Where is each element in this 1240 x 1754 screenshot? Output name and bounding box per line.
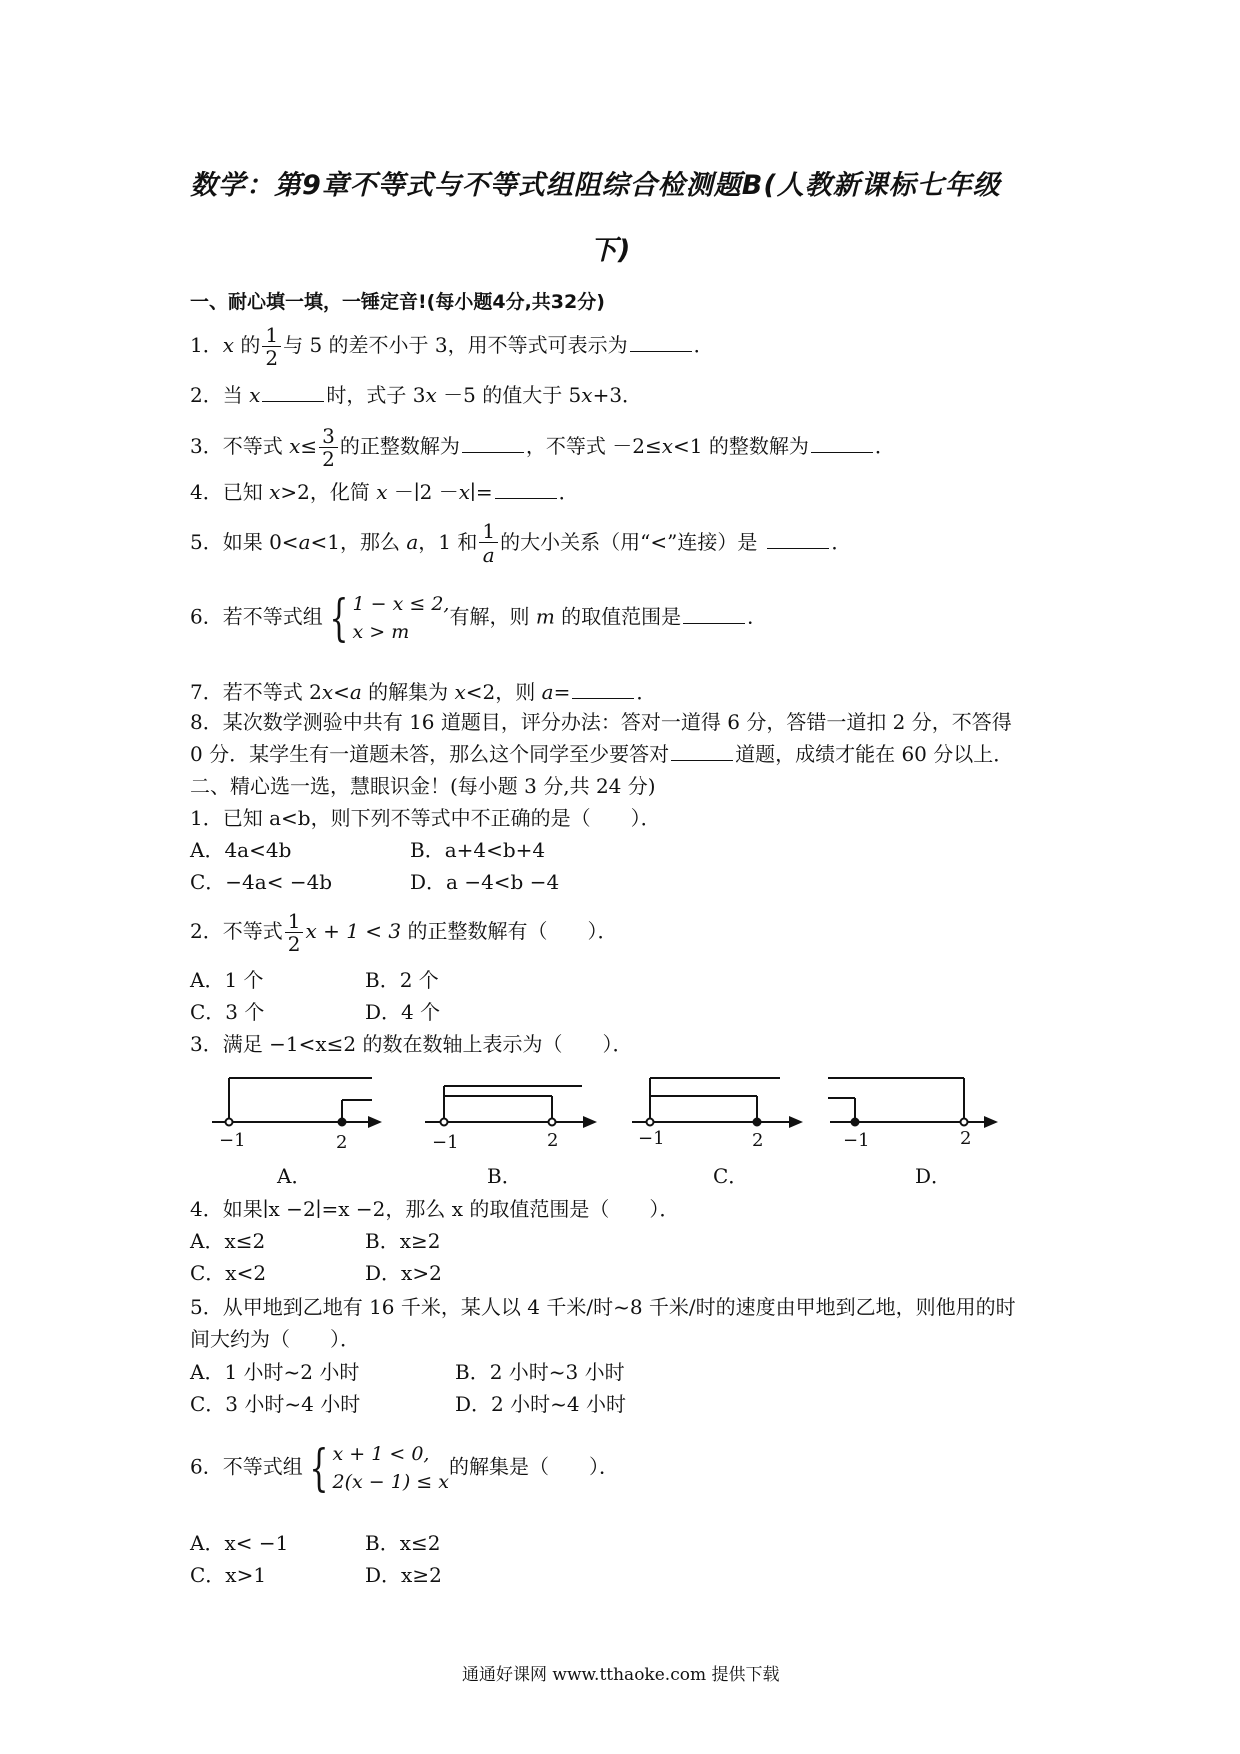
fraction-one-half: $\frac{1}{2}$	[262, 324, 281, 369]
question-2-1-stem: 1．已知 a<b，则下列不等式中不正确的是（ ）．	[190, 806, 661, 830]
option-2-2-c[interactable]: C．3 个	[190, 1000, 265, 1024]
page-title-line1: 数学：第9章不等式与不等式组阻综合检测题B(人教新课标七年级	[190, 170, 1001, 201]
number-line-c	[632, 1078, 803, 1128]
tick-label-b-left: −1	[432, 1132, 459, 1153]
option-2-5-c[interactable]: C．3 小时~4 小时	[190, 1392, 361, 1416]
question-2-2-stem: 2．不等式 $\frac{1}{2}$ x + 1 < 3 的正整数解有（ ）．	[190, 909, 618, 956]
option-2-5-a[interactable]: A．1 小时~2 小时	[190, 1360, 360, 1384]
fraction-one-half: $\frac{1}{2}$	[285, 910, 304, 955]
option-2-1-a[interactable]: A．4a<4b	[190, 838, 292, 862]
question-1-1: 1．x 的 $\frac{1}{2}$ 与 5 的差不小于 3，用不等式可表示为 ．	[190, 323, 714, 370]
option-2-4-b[interactable]: B．x≥2	[365, 1229, 441, 1253]
brace-symbol: {	[309, 1439, 329, 1497]
answer-blank	[572, 680, 634, 699]
question-1-5: 5．如果 0<a<1，那么 a，1 和 $\frac{1}{a}$ 的大小关系（用“<”连接）是 ．	[190, 519, 852, 567]
answer-blank	[767, 530, 829, 549]
answer-blank	[811, 434, 873, 453]
option-2-3-d[interactable]: D．	[915, 1164, 952, 1188]
option-2-1-b[interactable]: B．a+4<b+4	[410, 838, 546, 862]
tick-label-d-left: −1	[843, 1130, 870, 1151]
footer-source: 通通好课网 www.tthaoke.com 提供下载	[462, 1665, 780, 1685]
question-2-4-stem: 4．如果∣x −2∣=x −2，那么 x 的取值范围是（ ）．	[190, 1197, 680, 1221]
answer-blank	[671, 742, 733, 761]
inequality-system: 1 − x ≤ 2, x > m	[352, 593, 450, 643]
option-2-6-c[interactable]: C．x>1	[190, 1563, 267, 1587]
question-1-4: 4．已知 x>2，化简 x －∣2 －x∣= ．	[190, 480, 579, 504]
tick-label-d-right: 2	[960, 1128, 972, 1149]
question-1-2: 2．当 x 时，式子 3x －5 的值大于 5x+3．	[190, 383, 643, 407]
brace-symbol: {	[329, 589, 349, 647]
option-2-3-c[interactable]: C．	[713, 1164, 749, 1188]
option-2-6-b[interactable]: B．x≤2	[365, 1531, 441, 1555]
option-2-6-d[interactable]: D．x≥2	[365, 1563, 442, 1587]
option-2-5-b[interactable]: B．2 小时~3 小时	[455, 1360, 625, 1384]
tick-label-c-right: 2	[752, 1130, 764, 1151]
option-2-2-d[interactable]: D．4 个	[365, 1000, 441, 1024]
number-line-d	[828, 1078, 998, 1128]
question-1-7: 7．若不等式 2x<a 的解集为 x<2，则 a= ．	[190, 680, 657, 704]
inequality-system: x + 1 < 0, 2(x − 1) ≤ x	[332, 1443, 449, 1493]
option-2-2-b[interactable]: B．2 个	[365, 968, 439, 992]
option-2-5-d[interactable]: D．2 小时~4 小时	[455, 1392, 626, 1416]
option-2-4-a[interactable]: A．x≤2	[190, 1229, 266, 1253]
number-line-a	[212, 1078, 382, 1128]
answer-blank	[683, 605, 745, 624]
tick-label-c-left: −1	[638, 1128, 665, 1149]
section-heading-fill-in: 一、耐心填一填，一锤定音!(每小题4分,共32分)	[190, 291, 605, 313]
page-title-line2: 下)	[590, 235, 632, 266]
question-2-3-stem: 3．满足 −1<x≤2 的数在数轴上表示为（ ）．	[190, 1032, 633, 1056]
option-2-6-a[interactable]: A．x< −1	[190, 1531, 289, 1555]
tick-label-b-right: 2	[547, 1130, 559, 1151]
answer-blank	[262, 383, 324, 402]
question-1-8-line2: 0 分．某学生有一道题未答，那么这个同学至少要答对 道题，成绩才能在 60 分以上．	[190, 742, 1014, 766]
option-2-2-a[interactable]: A．1 个	[190, 968, 264, 992]
number-line-figures	[0, 1070, 1240, 1200]
option-2-3-a[interactable]: A．	[277, 1164, 312, 1188]
tick-label-a-left: −1	[219, 1130, 246, 1151]
option-2-1-d[interactable]: D．a −4<b −4	[410, 870, 560, 894]
option-2-4-c[interactable]: C．x<2	[190, 1261, 267, 1285]
question-2-6-stem: 6．不等式组 { x + 1 < 0, 2(x − 1) ≤ x 的解集是（ ）．	[190, 1439, 619, 1497]
answer-blank	[462, 434, 524, 453]
question-1-6: 6．若不等式组 { 1 − x ≤ 2, x > m 有解，则 m 的取值范围是 ．	[190, 589, 768, 647]
option-2-4-d[interactable]: D．x>2	[365, 1261, 442, 1285]
fraction-three-halves: $\frac{3}{2}$	[319, 425, 338, 470]
option-2-3-b[interactable]: B．	[487, 1164, 522, 1188]
question-1-8-line1: 8．某次数学测验中共有 16 道题目，评分办法：答对一道得 6 分，答错一道扣 2 分，不答得	[190, 710, 1012, 734]
question-2-5-line2: 间大约为（ ）．	[190, 1327, 360, 1351]
question-1-3: 3．不等式 x≤ $\frac{3}{2}$ 的正整数解为 ，不等式 －2≤x<1 的整数解为 ．	[190, 424, 895, 471]
number-line-b	[425, 1086, 597, 1128]
section-heading-multiple-choice: 二、精心选一选，慧眼识金！(每小题 3 分,共 24 分)	[190, 774, 656, 798]
option-2-1-c[interactable]: C．−4a< −4b	[190, 870, 333, 894]
question-2-5-line1: 5．从甲地到乙地有 16 千米，某人以 4 千米/时~8 千米/时的速度由甲地到乙地，则他用的时	[190, 1295, 1016, 1319]
fraction-one-over-a: $\frac{1}{a}$	[479, 520, 498, 567]
answer-blank	[495, 480, 557, 499]
tick-label-a-right: 2	[336, 1132, 348, 1153]
answer-blank	[630, 333, 692, 352]
